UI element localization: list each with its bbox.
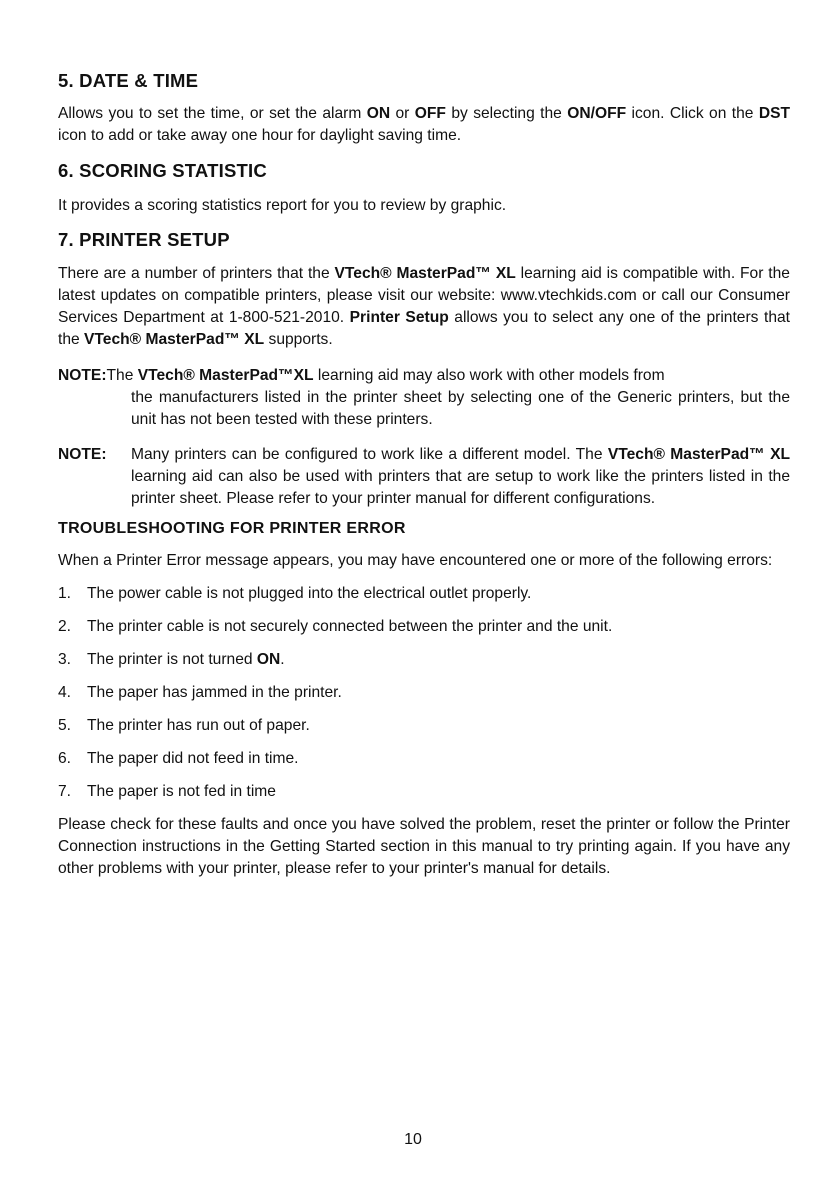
section-6-text: It provides a scoring statistics report for you to review by graphic. [58, 197, 507, 214]
list-item: 3. The printer is not turned ON. [58, 651, 285, 668]
list-item: 5. The printer has run out of paper. [58, 717, 310, 734]
list-item: 6. The paper did not feed in time. [58, 750, 299, 767]
section-7-heading: 7. PRINTER SETUP [58, 229, 230, 250]
manual-page [58, 70, 790, 880]
note-1-continuation: the manufacturers listed in the printer sheet by selecting one of the Generic printers, but the unit has not been tested with these printers. [131, 389, 790, 428]
section-5-heading: 5. DATE & TIME [58, 70, 199, 91]
list-item: 2. The printer cable is not securely connected between the printer and the unit. [58, 618, 613, 635]
note-2 [58, 444, 790, 510]
troubleshooting-intro: When a Printer Error message appears, you may have encountered one or more of the following errors: [58, 552, 773, 569]
note-2-label: NOTE: [58, 446, 107, 463]
note-1: NOTE:The VTech® MasterPad™XL learning aid may also work with other models from the manufacturers listed in the printer sheet by selecting one of the Generic printers, but the unit has not been tested with these printers. [58, 365, 790, 431]
list-item: 4. The paper has jammed in the printer. [58, 684, 342, 701]
error-list [58, 583, 790, 803]
note-2-text: Many printers can be configured to work like a different model. The VTech® MasterPad™ XL learning aid can also be used with printers that are setup to work like the printers listed in the printer sheet. Please refer to your printer manual for different configurations. [131, 446, 790, 507]
note-1-label: NOTE: [58, 367, 107, 384]
troubleshooting-heading: TROUBLESHOOTING FOR PRINTER ERROR [58, 520, 406, 537]
section-5-text: Allows you to set the time, or set the alarm ON or OFF by selecting the ON/OFF icon. Click on the DST icon to add or take away one hour for daylight saving time. [58, 105, 791, 144]
list-item: 7. The paper is not fed in time [58, 783, 276, 800]
troubleshooting-closing: Please check for these faults and once you have solved the problem, reset the printer or follow the Printer Connection instructions in the Getting Started section in this manual to try printing again. If you have any other problems with your printer, please refer to your printer's manual for details. [58, 816, 790, 877]
list-item: 1. The power cable is not plugged into the electrical outlet properly. [58, 585, 532, 602]
section-6-heading: 6. SCORING STATISTIC [58, 160, 267, 181]
page-number: 10 [404, 1131, 422, 1148]
section-7-text: There are a number of printers that the VTech® MasterPad™ XL learning aid is compatible with. For the latest updates on compatible printers, please visit our website: www.vtechkids.com or call our Consumer Services Department at 1-800-521-2010. Printer Setup allows you to select any one of the printers that the VTech® MasterPad™ XL supports. [58, 265, 790, 348]
